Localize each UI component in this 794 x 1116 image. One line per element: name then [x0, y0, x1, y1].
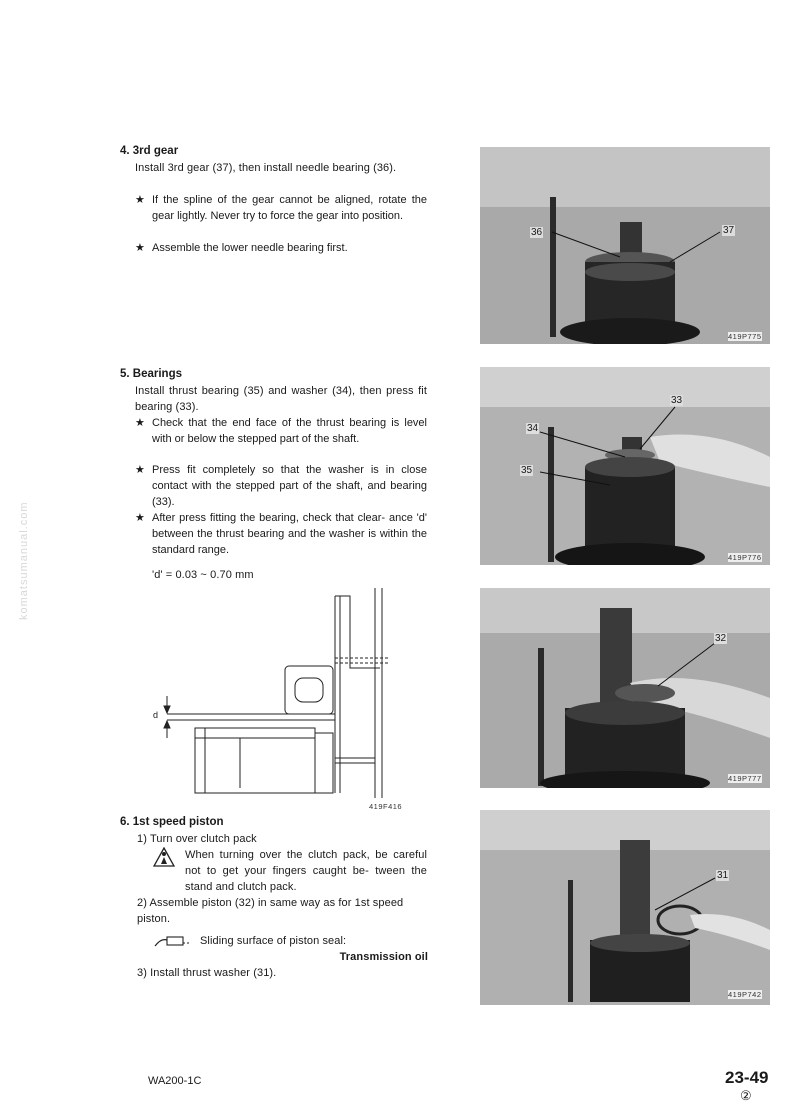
callout-33: 33 — [671, 395, 683, 406]
callout-35: 35 — [521, 465, 533, 476]
section-4-bullet: ★ Assemble the lower needle bearing first. — [135, 242, 348, 254]
step-1: 1) Turn over clutch pack — [137, 833, 257, 845]
photo-code: 419P775 — [728, 332, 762, 341]
callout-36: 36 — [531, 227, 543, 238]
warning-triangle-icon — [153, 847, 175, 867]
photo-3rd-gear — [480, 147, 770, 344]
lube-label: Sliding surface of piston seal: — [200, 935, 347, 947]
warning-text: When turning over the clutch pack, be careful not to get your fingers caught be- tween the stand and clutch pack. — [185, 849, 427, 893]
oil-can-icon — [153, 934, 193, 948]
diagram-code: 419F416 — [369, 802, 403, 811]
photo-code: 419P742 — [728, 990, 762, 999]
clearance-formula: 'd' = 0.03 ~ 0.70 mm — [152, 569, 254, 581]
section-5-intro: Install thrust bearing (35) and washer (34), then press fit bearing (33). — [135, 385, 427, 413]
footer-model: WA200-1C — [148, 1075, 202, 1087]
section-6-title: 6. 1st speed piston — [120, 816, 224, 828]
watermark: komatsumanual.com — [18, 501, 30, 620]
photo-thrust-washer — [480, 810, 770, 1005]
section-5-title: 5. Bearings — [120, 368, 182, 380]
section-4-intro: Install 3rd gear (37), then install needle bearing (36). — [135, 162, 397, 174]
clearance-diagram — [145, 588, 405, 813]
step-3: 3) Install thrust washer (31). — [137, 967, 277, 979]
star-icon: ★ — [135, 512, 145, 524]
star-icon: ★ — [135, 464, 145, 476]
star-icon: ★ — [135, 242, 145, 254]
photo-code: 419P777 — [728, 774, 762, 783]
revision-mark: ② — [740, 1088, 752, 1103]
section-4-title: 4. 3rd gear — [120, 145, 179, 157]
dimension-d-label: d — [153, 710, 159, 720]
callout-37: 37 — [723, 225, 735, 236]
step-2: 2) Assemble piston (32) in same way as for 1st speed piston. — [137, 897, 404, 925]
section-5-bullet: ★ Press fit completely so that the washer is in close contact with the stepped part of the shaft, and bearing (33). — [135, 464, 427, 508]
photo-piston — [480, 588, 770, 788]
callout-32: 32 — [715, 633, 727, 644]
lube-value: Transmission oil — [339, 951, 428, 963]
star-icon: ★ — [135, 194, 145, 206]
section-4-bullet: ★ If the spline of the gear cannot be aligned, rotate the gear lightly. Never try to force the gear into position. — [135, 194, 427, 222]
callout-34: 34 — [527, 423, 539, 434]
section-5-bullet: ★ After press fitting the bearing, check that clear- ance 'd' between the thrust bearing and the washer is within the standard range. — [135, 512, 427, 556]
photo-bearings — [480, 367, 770, 565]
star-icon: ★ — [135, 417, 145, 429]
photo-code: 419P776 — [728, 553, 762, 562]
callout-31: 31 — [717, 870, 729, 881]
section-5-bullet: ★ Check that the end face of the thrust bearing is level with or below the stepped part of the shaft. — [135, 417, 427, 445]
page-number: 23-49 — [725, 1068, 769, 1087]
